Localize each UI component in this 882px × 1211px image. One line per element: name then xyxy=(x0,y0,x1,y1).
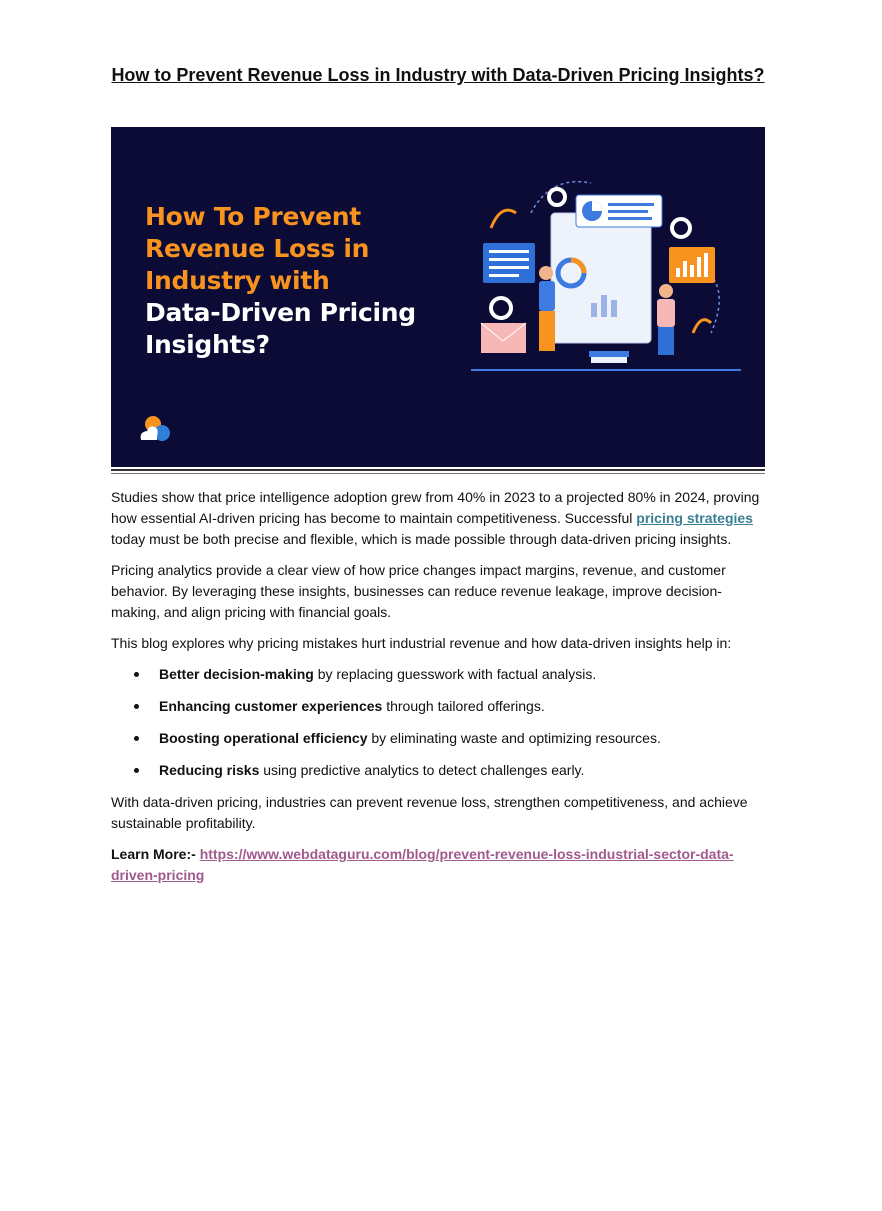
list-item-text: by replacing guesswork with factual analysis. xyxy=(313,666,597,682)
banner-title-line-4: Data-Driven Pricing xyxy=(145,298,416,327)
list-item-text: through tailored offerings. xyxy=(382,698,545,714)
webdataguru-logo-icon xyxy=(137,414,173,444)
list-item-bold: Enhancing customer experiences xyxy=(159,698,383,714)
banner-title-line-5: Insights? xyxy=(145,330,270,359)
bullet-icon xyxy=(134,768,139,773)
bullet-icon xyxy=(134,736,139,741)
paragraph-intro-text-1: Studies show that price intelligence adoption grew from 40% in 2023 to a projected 80% in 2024, proving how essential AI-driven pricing has become to maintain competitiveness. Successful xyxy=(111,489,760,526)
divider-line xyxy=(111,469,765,471)
paragraph-intro xyxy=(111,487,767,550)
learn-more-link[interactable]: https://www.webdataguru.com/blog/prevent-revenue-loss-industrial-sector-data-driven-pricing xyxy=(111,846,734,883)
data-analytics-illustration-icon xyxy=(471,173,741,383)
paragraph-intro-text-2: today must be both precise and flexible, which is made possible through data-driven pricing insights. xyxy=(111,531,732,547)
banner-title-line-1: How To Prevent xyxy=(145,202,361,231)
bullet-icon xyxy=(134,672,139,677)
banner-title-line-3: Industry with xyxy=(145,266,330,295)
list-item xyxy=(159,664,767,685)
paragraph-analytics: Pricing analytics provide a clear view of how price changes impact margins, revenue, and customer behavior. By leveraging these insights, businesses can reduce revenue leakage, improve decision-making, and align pricing with financial goals. xyxy=(111,562,726,620)
learn-more xyxy=(111,844,767,886)
bullet-icon xyxy=(134,704,139,709)
list-item-text: by eliminating waste and optimizing resources. xyxy=(367,730,661,746)
banner-title-line-2: Revenue Loss in xyxy=(145,234,370,263)
learn-more-label: Learn More:- xyxy=(111,846,196,862)
benefits-list xyxy=(111,664,767,781)
hero-banner xyxy=(111,127,765,467)
paragraph-blog-explores: This blog explores why pricing mistakes hurt industrial revenue and how data-driven insights help in: xyxy=(111,635,732,651)
list-item xyxy=(159,760,767,781)
pricing-strategies-link[interactable]: pricing strategies xyxy=(636,510,753,526)
banner-title xyxy=(145,201,445,361)
list-item xyxy=(159,728,767,749)
paragraph-conclusion: With data-driven pricing, industries can prevent revenue loss, strengthen competitiveness, and achieve sustainable profitability. xyxy=(111,794,748,831)
document-title: How to Prevent Revenue Loss in Industry with Data-Driven Pricing Insights? xyxy=(111,65,765,85)
divider-line-secondary xyxy=(111,473,765,474)
article-body xyxy=(111,487,767,896)
list-item-bold: Boosting operational efficiency xyxy=(159,730,368,746)
list-item-text: using predictive analytics to detect challenges early. xyxy=(259,762,585,778)
list-item-bold: Better decision-making xyxy=(159,666,314,682)
list-item-bold: Reducing risks xyxy=(159,762,260,778)
list-item xyxy=(159,696,767,717)
